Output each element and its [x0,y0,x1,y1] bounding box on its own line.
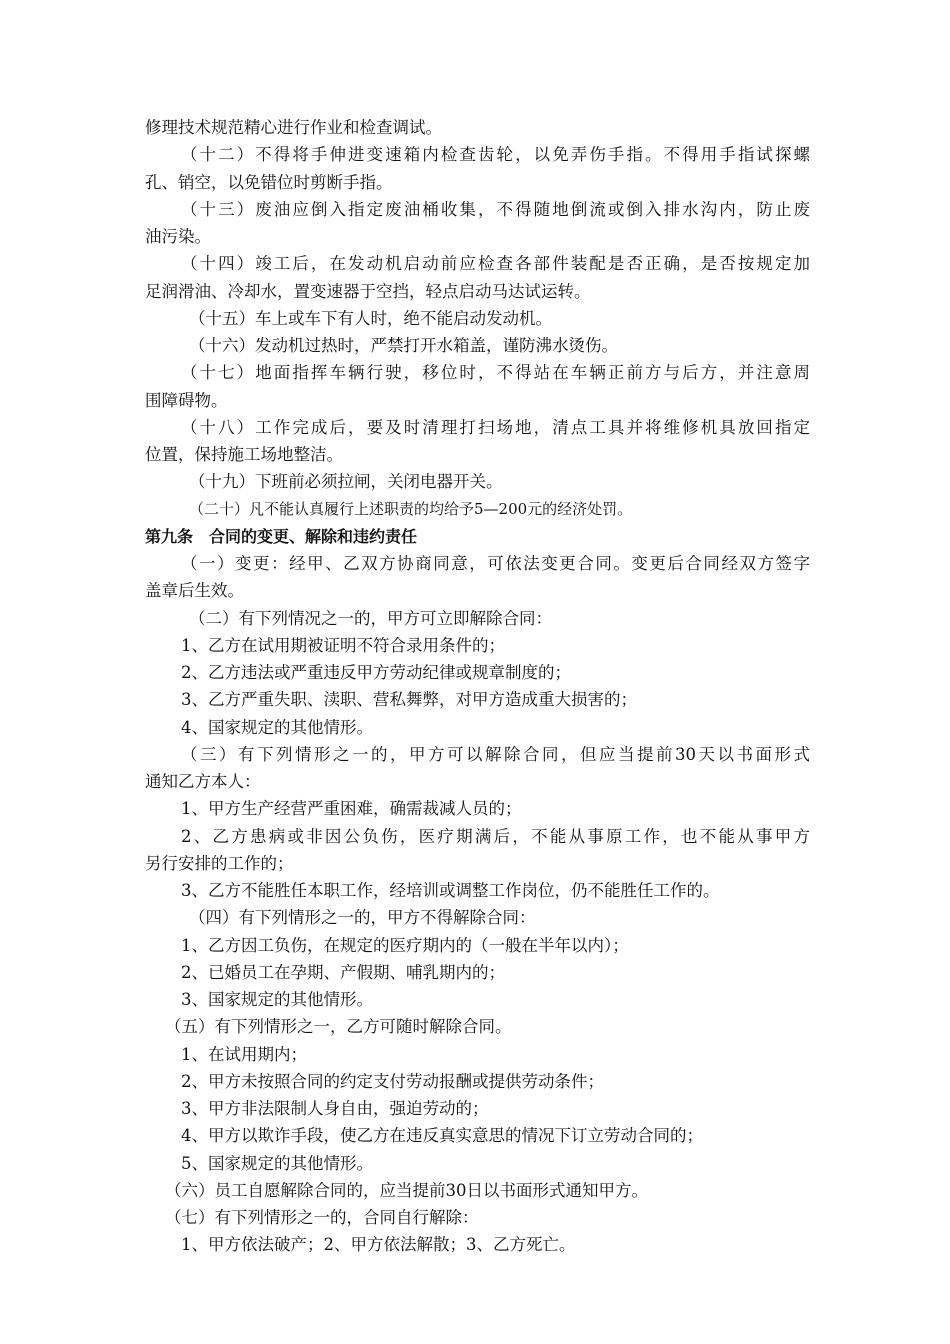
paragraph-line: （七）有下列情形之一的，合同自行解除： [165,1208,479,1227]
paragraph-line: 孔、销空，以免错位时剪断手指。 [145,172,393,192]
list-item: 4、甲方以欺诈手段，使乙方在违反真实意思的情况下订立劳动合同的； [181,1126,703,1146]
paragraph-line: （十八）工作完成后，要及时清理打扫场地，清点工具并将维修机具放回指定 [181,417,810,437]
paragraph-line: 通知乙方本人： [145,772,261,791]
paragraph-line: 位置，保持施工场地整洁。 [145,445,343,464]
list-item: 1、乙方在试用期被证明不符合录用条件的； [181,635,505,655]
list-item: 1、甲方生产经营严重困难，确需裁减人员的； [181,799,522,819]
paragraph-line: （二十）凡不能认真履行上述职责的均给予5—200元的经济处罚。 [189,499,633,518]
paragraph-line: 另行安排的工作的； [145,853,294,873]
list-item: 3、乙方不能胜任本职工作，经培训或调整工作岗位，仍不能胜任工作的。 [181,881,720,900]
document-page [145,114,810,1259]
list-item: 3、甲方非法限制人身自由，强迫劳动的； [181,1099,489,1118]
paragraph-line: （三）有下列情形之一的，甲方可以解除合同，但应当提前30天以书面形式 [181,744,810,764]
paragraph-line: （五）有下列情形之一，乙方可随时解除合同。 [165,1017,512,1037]
list-item: 1、在试用期内； [181,1044,307,1064]
list-item: 4、国家规定的其他情形。 [181,717,373,737]
paragraph-line: （十二）不得将手伸进变速箱内检查齿轮，以免弄伤手指。不得用手指试探螺 [181,145,810,165]
section-heading: 第九条 合同的变更、解除和违约责任 [145,526,418,546]
list-item: 1、甲方依法破产；2、甲方依法解散；3、乙方死亡。 [181,1235,576,1255]
paragraph-line: （十九）下班前必须拉闸，关闭电器开关。 [189,472,503,492]
list-item: 2、乙方患病或非因公负伤，医疗期满后，不能从事原工作，也不能从事甲方 [181,826,810,846]
paragraph-line: 油污染。 [145,227,211,246]
paragraph-line: 足润滑油、冷却水，置变速器于空挡，轻点启动马达试运转。 [145,281,591,301]
paragraph-line: （十五）车上或车下有人时，绝不能启动发动机。 [189,308,552,328]
paragraph-line: （十七）地面指挥车辆行驶，移位时，不得站在车辆正前方与后方，并注意周 [181,363,810,383]
paragraph-line: （十四）竣工后，在发动机启动前应检查各部件装配是否正确，是否按规定加 [181,254,810,274]
paragraph-line: 围障碍物。 [145,390,228,410]
paragraph-line: （十三）废油应倒入指定废油桶收集，不得随地倒流或倒入排水沟内，防止废 [181,199,810,219]
list-item: 2、甲方未按照合同的约定支付劳动报酬或提供劳动条件； [181,1071,604,1091]
paragraph-line: （一）变更：经甲、乙双方协商同意，可依法变更合同。变更后合同经双方签字 [181,554,810,573]
paragraph-line: （六）员工自愿解除合同的，应当提前30日以书面形式通知甲方。 [165,1180,648,1200]
list-item: 3、国家规定的其他情形。 [181,990,373,1009]
list-item: 5、国家规定的其他情形。 [181,1153,373,1173]
list-item: 3、乙方严重失职、渎职、营私舞弊，对甲方造成重大损害的； [181,690,637,710]
list-item: 2、乙方违法或严重违反甲方劳动纪律或规章制度的； [181,663,571,682]
paragraph-line: （四）有下列情形之一的，甲方不得解除合同： [189,908,536,928]
paragraph-line: （十六）发动机过热时，严禁打开水箱盖，谨防沸水烫伤。 [189,336,618,355]
paragraph-line: （二）有下列情况之一的，甲方可立即解除合同： [189,608,552,628]
list-item: 1、乙方因工负伤，在规定的医疗期内的（一般在半年以内）； [181,935,629,955]
list-item: 2、已婚员工在孕期、产假期、哺乳期内的； [181,962,505,982]
paragraph-line: 盖章后生效。 [145,581,244,601]
paragraph-line: 修理技术规范精心进行作业和检查调试。 [145,118,442,137]
